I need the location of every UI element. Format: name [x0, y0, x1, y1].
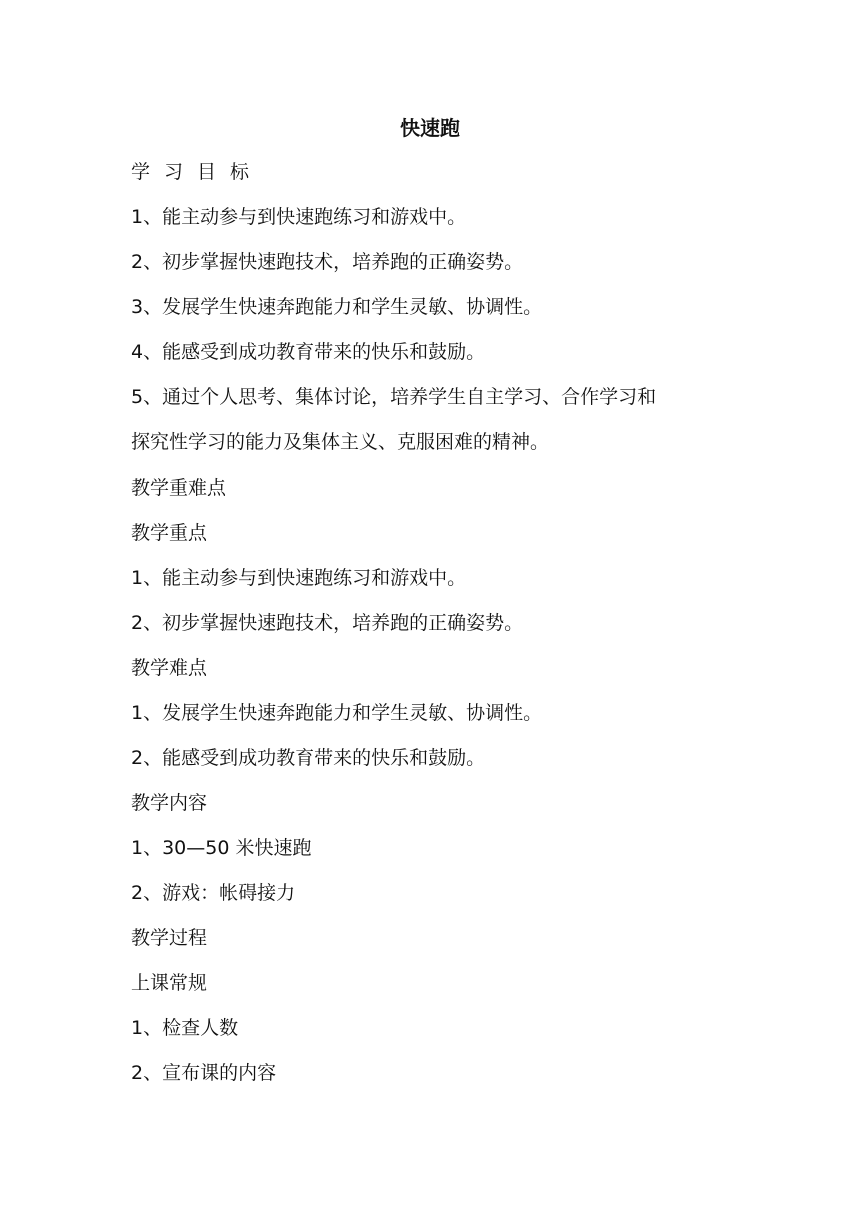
heading-teaching-content: 教学内容: [131, 792, 208, 814]
heading-class-routine: 上课常规: [131, 972, 208, 994]
difficult-point-2: 2、能感受到成功教育带来的快乐和鼓励。: [131, 747, 486, 769]
heading-key-points: 教学重点: [131, 522, 208, 544]
content-item-2: 2、游戏：帐碍接力: [131, 882, 296, 904]
key-point-2: 2、初步掌握快速跑技术，培养跑的正确姿势。: [131, 612, 524, 634]
routine-item-1: 1、检查人数: [131, 1017, 239, 1039]
heading-learning-goals: 学习目标: [131, 161, 264, 183]
goal-1: 1、能主动参与到快速跑练习和游戏中。: [131, 206, 467, 228]
difficult-point-1: 1、发展学生快速奔跑能力和学生灵敏、协调性。: [131, 702, 543, 724]
content-item-1: 1、30—50 米快速跑: [131, 837, 312, 859]
routine-item-2: 2、宣布课的内容: [131, 1062, 277, 1084]
heading-difficult-points: 教学难点: [131, 657, 208, 679]
goal-3: 3、发展学生快速奔跑能力和学生灵敏、协调性。: [131, 296, 543, 318]
document-title: 快速跑: [400, 116, 460, 140]
heading-key-difficult-points: 教学重难点: [131, 477, 227, 499]
key-point-1: 1、能主动参与到快速跑练习和游戏中。: [131, 567, 467, 589]
goal-5-continued: 探究性学习的能力及集体主义、克服困难的精神。: [131, 431, 550, 453]
goal-2: 2、初步掌握快速跑技术，培养跑的正确姿势。: [131, 251, 524, 273]
heading-teaching-process: 教学过程: [131, 927, 208, 949]
goal-5: 5、通过个人思考、集体讨论，培养学生自主学习、合作学习和: [131, 386, 657, 408]
goal-4: 4、能感受到成功教育带来的快乐和鼓励。: [131, 341, 486, 363]
